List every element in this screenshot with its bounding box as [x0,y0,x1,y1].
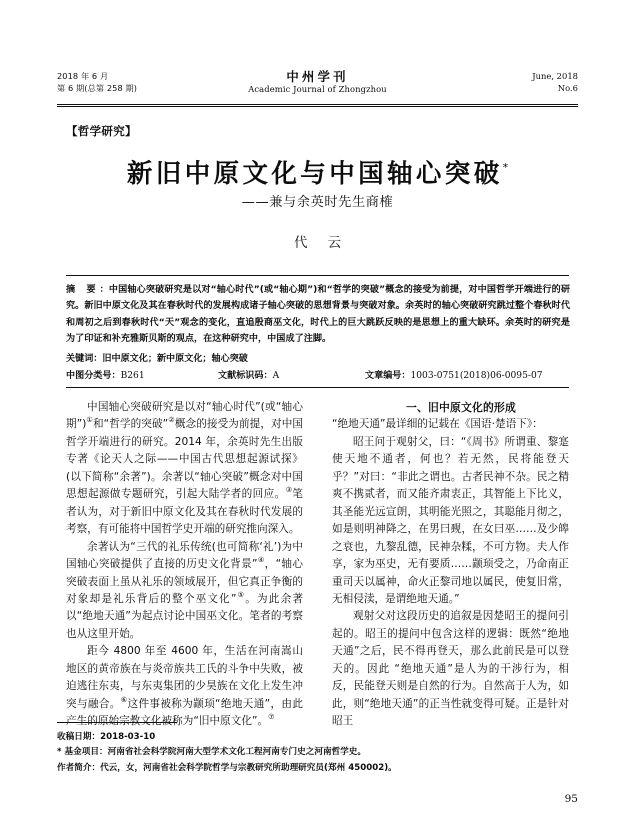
footnote-line: * 基金项目：河南省社会科学院河南大型学术文化工程河南专门史之河南哲学史。 [57,747,367,758]
article-number [365,368,543,381]
body-paragraph [332,416,569,433]
footnote-marker: ④ [257,555,265,565]
masthead [57,70,578,100]
masthead-issue-line: 第 6 期(总第 258 期) [57,83,138,94]
paragraph-text: ，“轴心突破表面上虽从礼乐的领域展开，但它真正争衡的对象却是礼乐背后的整个巫文化” [66,558,303,605]
body-column-left [66,399,303,731]
footnote-marker: ① [86,415,93,425]
paragraph-text: 笔者认为，对于新旧中原文化及其在春秋时代发展的考察，有可能将中国哲学史开端的研究推向深入。 [66,488,303,536]
abstract-text: ：中国轴心突破研究是以对“轴心时代”(或“轴心期”)和“哲学的突破”概念的接受为前提，对中国哲学开端进行的研究。新旧中原文化及其在春秋时代的发展构成诸子轴心突破的思想背景与突破对象。余英时的轴心突破研究跳过整个春秋时代和周初之后到春秋时代“天”观念的变化，直追殷商巫文化，时代上的巨大跳跃反映的是思想上的重大缺环。余英时的研究是为了印证和补充雅斯贝斯的观点，在这种研究中，中国成了注脚。 [66,285,571,344]
paragraph-text: 。为此余著以“绝地天通”为起点讨论中国巫文化。笔者的考察也从这里开始。 [66,592,303,640]
masthead-date-en: June, 2018 [532,71,578,81]
document-code-label: 文献标识码： [218,371,273,381]
paragraph-text: 余著认为“三代的礼乐传统(也可简称‘礼’)为中国轴心突破提供了直接的历史文化背景” [66,540,303,571]
body-paragraph [66,399,303,539]
masthead-divider [57,104,578,107]
body-paragraph [66,539,303,644]
paragraph-text: 距今 4800 年至 4600 年，生活在河南嵩山地区的黄帝族在与炎帝族共工氏的斗争中失败，被迫逃往东夷，与东夷集团的少昊族在文化上发生冲突与融合。 [66,645,303,710]
article-number-label: 文章编号： [365,371,411,381]
footnote-line: 作者简介：代云，女，河南省社会科学院哲学与宗教研究所助理研究员(郑州 450002)。 [57,762,397,773]
body-paragraph [66,643,303,730]
clc-label: 中图分类号： [66,371,121,381]
article-category: 【哲学研究】 [66,124,137,138]
journal-title-cn: 中州学刊 [286,69,349,84]
abstract-bottom-rule [66,387,569,388]
article-title [0,152,635,190]
footnote-marker: ⑥ [120,694,128,704]
journal-title-block [57,69,578,95]
keywords-line: 关键词：旧中原文化；新中原文化；轴心突破 [66,354,248,364]
body-paragraph [332,608,569,730]
clc-number [66,368,145,381]
footnote-marker: ⑤ [236,589,246,599]
article-author: 代 云 [293,236,350,251]
document-code [218,368,279,381]
footnote-rule [57,722,177,723]
footnote-marker: ② [168,415,175,425]
masthead-issue-en [532,70,578,94]
paragraph-text: 概念的接受为前提，对中国哲学开端进行的研究。2014 年，余英时先生出版专著《论天人之际——中国古代思想起源试探》(以下简称“余著”)。余著以“轴心突破”概念对中国思想起源做专题研究，引起大陆学者的回应。 [66,418,304,501]
paragraph-text: 中国轴心突破研究是以对“轴心时代”(或“轴心期”) [66,401,303,431]
journal-title-en: Academic Journal of Zhongzhou [248,84,387,94]
footnote-marker: ③ [285,485,293,495]
body-column-right [332,399,569,731]
paragraph-text: “绝地天通”最详细的记载在《国语·楚语下》： [332,418,543,431]
abstract-top-rule [66,275,569,276]
footnote-line: 收稿日期：2018-03-10 [57,732,156,742]
paragraph-text: 观射父对这段历史的追叙是因楚昭王的提问引起的。昭王的提问中包含这样的逻辑：既然“绝地天通”之后，民不得再登天，那么此前民是可以登天的。因此 “绝地天通”是人为的干涉行为，相反，民能登天则是自然的行为。自然高于人为，如此，则“绝地天通”的正当性就变得可疑。正是针对昭王 [332,610,569,728]
abstract-label: 摘 要 [66,285,100,295]
footnote-block [57,730,577,776]
article-title-text: 新旧中原文化与中国轴心突破 [126,159,503,189]
abstract-block [66,282,570,347]
article-title-asterisk: * [502,161,509,174]
article-number-value: 1003-0751(2018)06-0095-07 [410,371,543,381]
paragraph-text: 和“哲学的突破” [92,418,169,431]
page-number: 95 [564,793,578,805]
body-paragraph [332,434,569,609]
paragraph-text: 这件事被称为颛顼“绝地天通”，由此产生的原始宗教文化被称为“旧中原文化”。 [66,697,303,728]
footnote-marker: ⑦ [268,712,275,722]
masthead-number-en: No.6 [557,83,578,94]
clc-value: B261 [120,371,145,381]
classification-line [66,368,570,382]
document-code-value: A [272,371,280,381]
paragraph-text: 昭王问于观射父，曰：“《周书》所谓重、黎寔使天地不通者，何也？若无然，民将能登天乎？”对曰：“非此之谓也。古者民神不杂。民之精爽不携贰者，而又能齐肃衷正，其智能上下比义，其圣能光远宣朗，其明能光照之，其聪能月彻之，如是则明神降之，在男曰觋，在女曰巫……及少皞之衰也，九黎乱德，民神杂糅，不可方物。夫人作享，家为巫史，无有要质……颛顼受之，乃命南正重司天以属神，命火正黎司地以属民，使复旧常，无相侵渎，是谓绝地天通。” [332,435,569,605]
section-heading: 一、旧中原文化的形成 [406,401,516,414]
article-subtitle: ——兼与余英时先生商榷 [241,195,394,210]
masthead-date-line: 2018 年 6 月 [57,71,109,81]
